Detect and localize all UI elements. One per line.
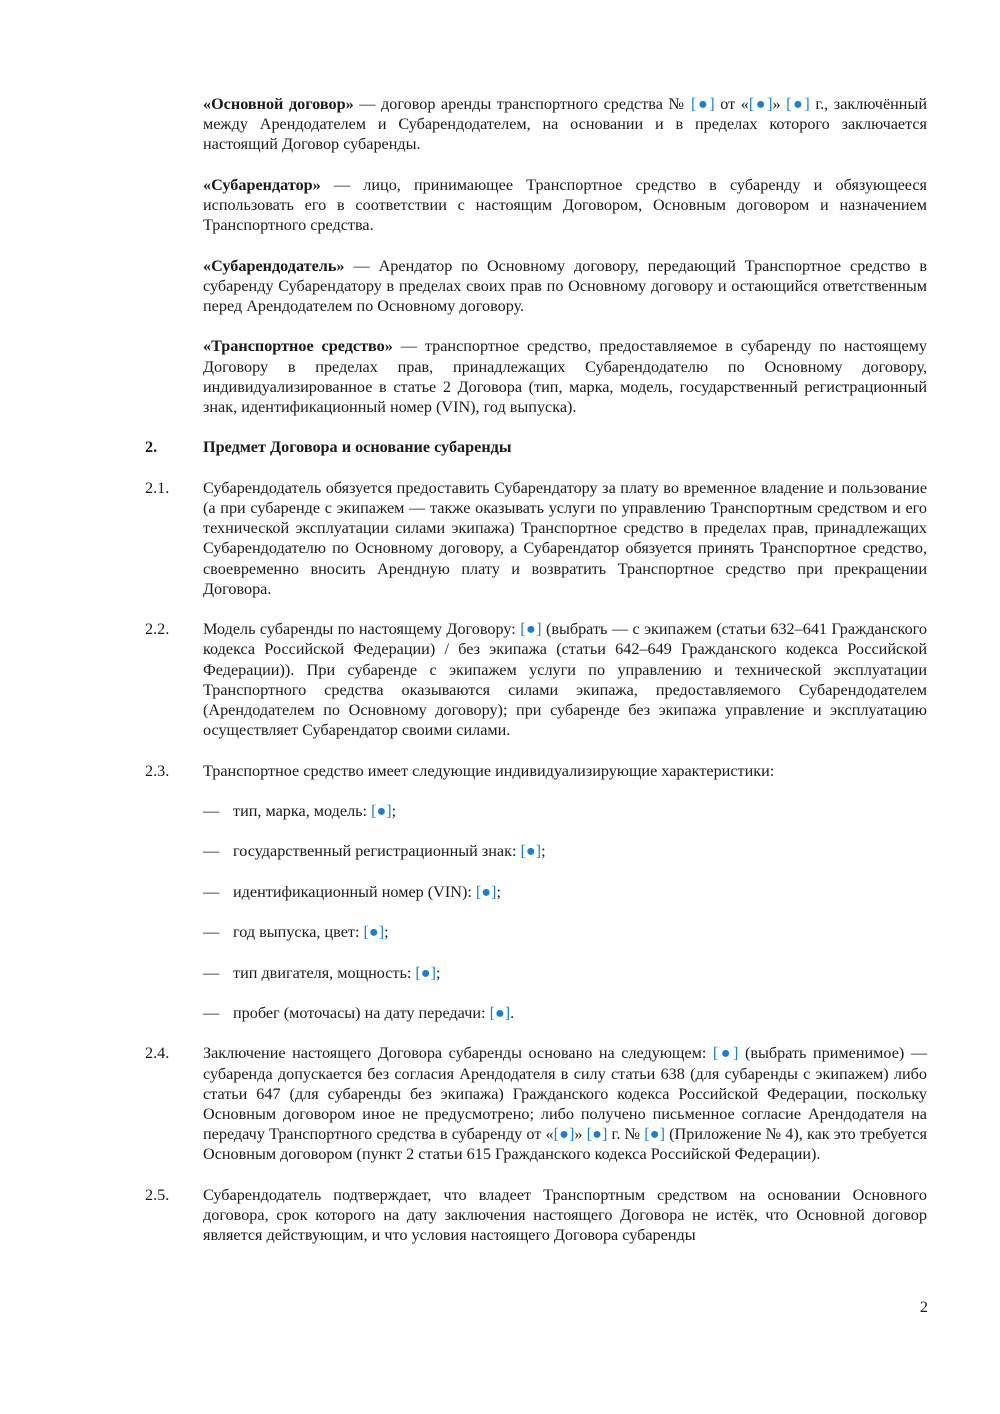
clause-number: 2.5. xyxy=(145,1185,170,1204)
list-item-text: государственный регистрационный знак: [●]; xyxy=(233,842,546,861)
list-item xyxy=(203,801,927,821)
placeholder-marker: [●] xyxy=(371,801,392,820)
placeholder-marker: [●] xyxy=(586,1125,608,1144)
placeholder-marker: [●] xyxy=(520,842,542,861)
clause-text: Субарендодатель подтверждает, что владеет Транспортным средством на основании Основного договора, срок которого на дату заключения настоящего Договора не истёк, что Основной договор является действующим, и что условия настоящего Договора субаренды xyxy=(203,1185,927,1245)
page-content xyxy=(145,94,927,1266)
list-item-text: тип двигателя, мощность: [●]; xyxy=(233,963,441,982)
clause-2-1 xyxy=(145,478,927,599)
clause-number: 2.1. xyxy=(145,478,170,497)
list-dash: — xyxy=(203,923,220,942)
list-item-text: пробег (моточасы) на дату передачи: [●]. xyxy=(233,1003,515,1022)
placeholder-marker: [●] xyxy=(363,923,385,942)
clause-text: Транспортное средство имеет следующие индивидуализирующие характеристики: xyxy=(203,761,775,780)
clause-text: Заключение настоящего Договора субаренды основано на следующем: [●] (выбрать применимое) — субаренда допускается без согласия Арендодателя в силу статьи 638 (для субаренды с экипажем) либо статьи 647 (для субаренды без экипажа) Гражданского кодекса Российской Федерации, поскольку Основным договором иное не предусмотрено; либо получено письменное согласие Арендодателя на передачу Транспортного средства в субаренду от «[●]» [●] г. № [●] (Приложение № 4), как это требуется Основным договором (пункт 2 статьи 615 Гражданского кодекса Российской Федерации). xyxy=(203,1044,928,1164)
placeholder-marker: [●] xyxy=(415,963,436,982)
clause-text: Модель субаренды по настоящему Договору: [●] (выбрать — с экипажем (статьи 632–641 Гражданского кодекса Российской Федерации) / без экипажа (статьи 642–649 Гражданского кодекса Российской Федерации)). При субаренде с экипажем услуги по управлению и технической эксплуатации Транспортного средства оказываются силами экипажа, предоставляемого Субарендодателем (Арендодателем по Основному договору); при субаренде без экипажа управление и эксплуатацию осуществляет Субарендатор своими силами. xyxy=(203,620,927,740)
clause-2-3 xyxy=(145,761,927,781)
list-dash: — xyxy=(203,801,220,820)
list-item-text: идентификационный номер (VIN): [●]; xyxy=(233,882,501,901)
page-number: 2 xyxy=(919,1298,928,1316)
clause-number: 2.4. xyxy=(145,1044,170,1063)
list-item xyxy=(203,841,927,861)
list-item xyxy=(203,963,927,983)
clause-2-4 xyxy=(145,1043,927,1164)
defined-term: «Транспортное средство» xyxy=(203,337,393,356)
list-dash: — xyxy=(203,882,220,901)
defined-term: «Основной договор» xyxy=(203,95,354,113)
clause-number: 2.3. xyxy=(145,761,170,780)
list-dash: — xyxy=(203,1003,220,1022)
clause-text: Субарендодатель обязуется предоставить Субарендатору за плату во временное владение и пользование (а при субаренде с экипажем — также оказывать услуги по управлению Транспортным средством и его технической эксплуатации силами экипажа) Транспортное средство в пределах прав, принадлежащих Субарендодателю по Основному договору, а Субарендатор обязуется принять Транспортное средство, своевременно вносить Арендную плату и возвратить Транспортное средство при прекращении Договора. xyxy=(203,478,927,598)
defined-term: «Субарендодатель» xyxy=(203,256,345,275)
placeholder-marker: [●] xyxy=(475,882,497,901)
placeholder-marker: [●] xyxy=(748,95,773,113)
placeholder-marker: [●] xyxy=(520,620,542,639)
placeholder-marker: [●] xyxy=(691,95,715,113)
list-dash: — xyxy=(203,963,220,982)
definition-vehicle: «Транспортное средство» — транспортное средство, предоставляемое в субаренду по настоящему Договору в пределах прав, принадлежащих Субарендодателю по Основному договору, индивидуализированное в статье 2 Договора (тип, марка, модель, государственный регистрационный знак, идентификационный номер (VIN), год выпуска). xyxy=(203,337,927,416)
section-heading xyxy=(145,437,927,457)
section-number: 2. xyxy=(145,438,158,457)
list-item-text: тип, марка, модель: [●]; xyxy=(233,801,397,820)
placeholder-marker: [●] xyxy=(644,1125,666,1144)
list-item xyxy=(203,1003,927,1023)
section-title: Предмет Договора и основание субаренды xyxy=(203,438,512,457)
vehicle-characteristics-list xyxy=(203,801,927,1023)
list-dash: — xyxy=(203,842,220,861)
list-item-text: год выпуска, цвет: [●]; xyxy=(233,923,389,942)
list-item xyxy=(203,882,927,902)
defined-term: «Субарендатор» xyxy=(203,175,321,194)
definition-sublessor: «Субарендодатель» — Арендатор по Основному договору, передающий Транспортное средство в субаренду Субарендатору в пределах своих прав по Основному договору и остающийся ответственным перед Арендодателем по Основному договору. xyxy=(203,256,927,315)
placeholder-marker: [●] xyxy=(489,1003,511,1022)
definition-subtenant: «Субарендатор» — лицо, принимающее Транспортное средство в субаренду и обязующееся использовать его в соответствии с настоящим Договором, Основным договором и назначением Транспортного средства. xyxy=(203,175,927,235)
clause-2-2 xyxy=(145,619,927,740)
placeholder-marker: [●] xyxy=(553,1125,575,1144)
list-item xyxy=(203,922,927,942)
clause-number: 2.2. xyxy=(145,620,170,639)
clause-2-5 xyxy=(145,1185,927,1246)
placeholder-marker: [●] xyxy=(712,1044,739,1063)
definition-main-contract: «Основной договор» — договор аренды транспортного средства № [●] от «[●]» [●] г., заключённый между Арендодателем и Субарендодателем, на основании и в пределах которого заключается настоящий Договор субаренды. xyxy=(203,95,927,154)
placeholder-marker: [●] xyxy=(786,95,810,113)
